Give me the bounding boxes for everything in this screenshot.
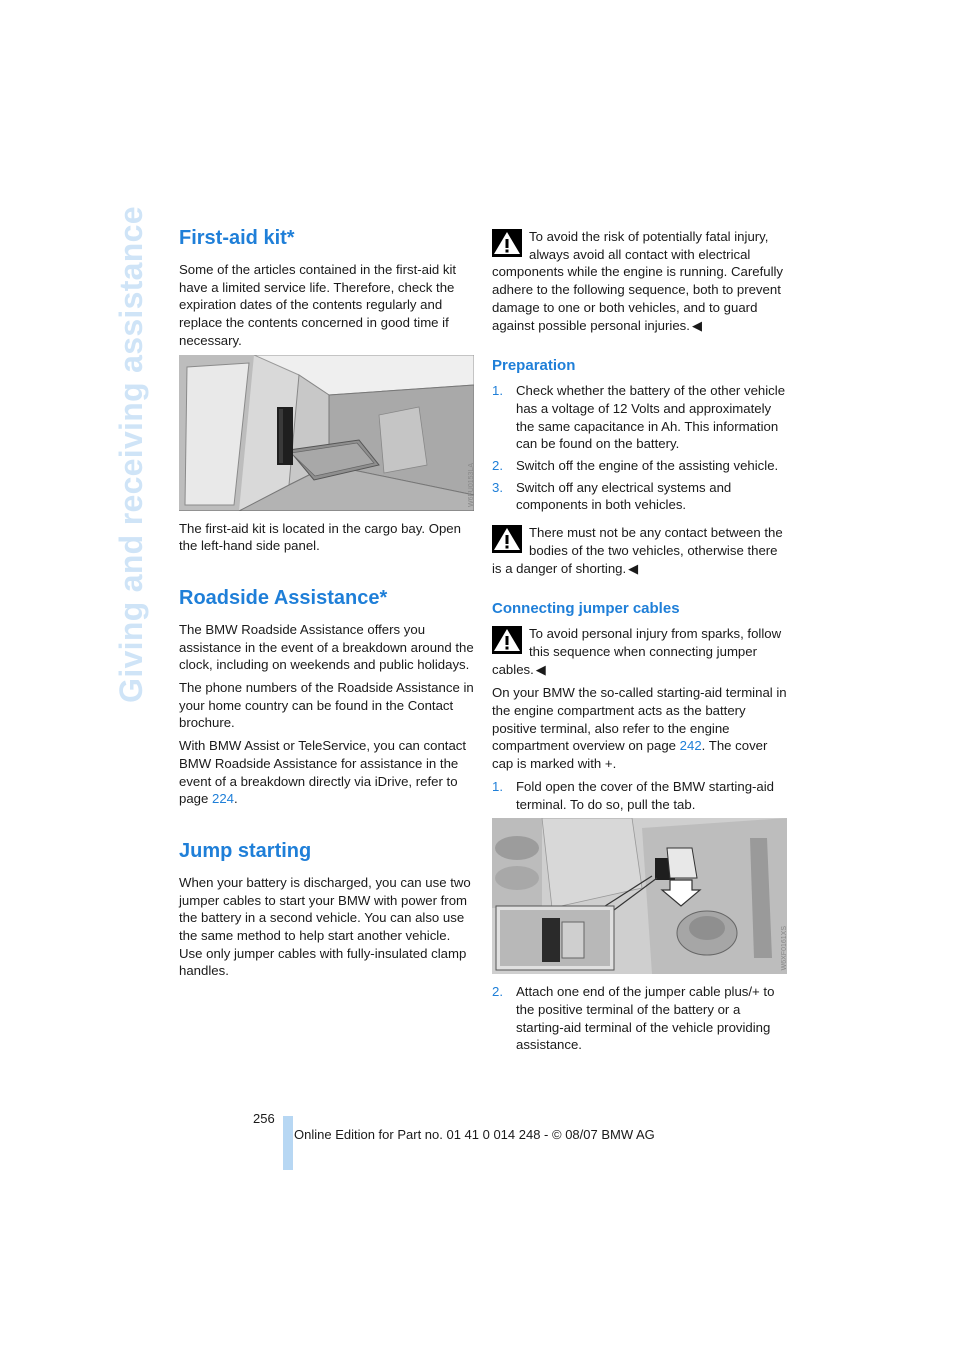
end-mark-icon: ◀ (691, 317, 703, 333)
starting-aid-text: On your BMW the so-called starting-aid terminal in the engine compartment acts as the battery positive terminal, also refer to the engine compartment overview on page (492, 685, 787, 754)
warning-shorting (492, 524, 787, 577)
step-number: 1. (492, 383, 503, 399)
roadside-para-1: The BMW Roadside Assistance offers you assistance in the event of a breakdown around the clock, including on weekends and public holidays. (179, 621, 474, 673)
warning-triangle-icon (492, 626, 522, 654)
cargo-bay-illustration (179, 355, 474, 511)
jump-starting-heading: Jump starting (179, 839, 312, 862)
roadside-heading: Roadside Assistance* (179, 586, 388, 609)
connecting-steps-b (492, 983, 787, 1054)
roadside-para-3-text: With BMW Assist or TeleService, you can contact BMW Roadside Assistance for assistance in the event of a breakdown directly via iDrive, refer to page (179, 738, 467, 807)
list-item (492, 983, 787, 1054)
footer-edition-text: Online Edition for Part no. 01 41 0 014 248 - © 08/07 BMW AG (294, 1127, 655, 1142)
step-text: Switch off any electrical systems and components in both vehicles. (516, 479, 732, 513)
warning-text: To avoid the risk of potentially fatal injury, always avoid all contact with electrical components while the engine is running. Carefully adhere to the following sequence, both to prevent damage to one or both vehicles, and to guard against possible personal injuries. (492, 229, 784, 333)
left-column (179, 224, 474, 985)
list-item (492, 382, 787, 453)
step-text: Switch off the engine of the assisting vehicle. (516, 458, 779, 474)
warning-text: To avoid personal injury from sparks, follow this sequence when connecting jumper cables. (492, 626, 782, 677)
roadside-para-3 (179, 737, 474, 808)
list-item (492, 479, 787, 514)
right-column (492, 228, 787, 1059)
first-aid-heading: First-aid kit* (179, 227, 295, 249)
preparation-heading: Preparation (492, 357, 576, 375)
starting-aid-para (492, 684, 787, 773)
step-number: 2. (492, 458, 503, 474)
starting-aid-figure (492, 818, 787, 974)
connecting-heading: Connecting jumper cables (492, 600, 680, 618)
engine-compartment-illustration (492, 818, 787, 974)
step-text: Attach one end of the jumper cable plus/+ to the positive terminal of the battery or a starting-aid terminal of the vehicle providing assistance. (516, 984, 775, 1053)
chapter-title-text: Giving and receiving assistance (112, 205, 149, 703)
roadside-para-2: The phone numbers of the Roadside Assistance in your home country can be found in the Contact brochure. (179, 680, 474, 731)
warning-text: There must not be any contact between the bodies of the two vehicles, otherwise there is a danger of shorting. (492, 525, 783, 576)
page-marker-bar (283, 1116, 293, 1170)
figure-code: W6XF0161XS (781, 925, 788, 971)
figure-code: W6FU0153LA (468, 462, 475, 507)
warning-triangle-icon (492, 229, 522, 257)
step-text: Fold open the cover of the BMW starting-aid terminal. To do so, pull the tab. (516, 778, 775, 812)
warning-fatal-injury (492, 228, 787, 334)
warning-sparks (492, 625, 787, 678)
end-mark-icon: ◀ (535, 661, 546, 677)
jump-starting-para: When your battery is discharged, you can use two jumper cables to start your BMW with power from the battery in a second vehicle. You can also use the same method to help start another vehicle. Use only jumper cables with fully-insulated clamp handles. (179, 874, 471, 979)
connecting-steps-a (492, 778, 787, 813)
page-224-link[interactable]: 224 (212, 791, 235, 807)
step-text: Check whether the battery of the other vehicle has a voltage of 12 Volts and approximately the same capacitance in Ah. This information can be found on the battery. (516, 383, 786, 452)
page-242-link[interactable]: 242 (679, 738, 702, 754)
list-item (492, 457, 787, 475)
starting-aid-text-end: . The cover cap is marked with +. (492, 738, 768, 772)
first-aid-caption: The first-aid kit is located in the cargo bay. Open the left-hand side panel. (179, 520, 461, 554)
warning-triangle-icon (492, 525, 522, 553)
page-number: 256 (253, 1111, 275, 1126)
step-number: 2. (492, 984, 503, 1000)
chapter-side-title (108, 205, 154, 703)
first-aid-figure (179, 355, 474, 511)
list-item (492, 778, 787, 813)
roadside-para-3-end: . (234, 791, 238, 807)
first-aid-intro: Some of the articles contained in the first-aid kit have a limited service life. Therefore, check the expiration dates of the contents regularly and replace the contents concerned in good time if necessary. (179, 262, 457, 348)
preparation-steps (492, 382, 787, 514)
step-number: 3. (492, 479, 503, 495)
step-number: 1. (492, 778, 503, 794)
end-mark-icon: ◀ (628, 560, 639, 576)
